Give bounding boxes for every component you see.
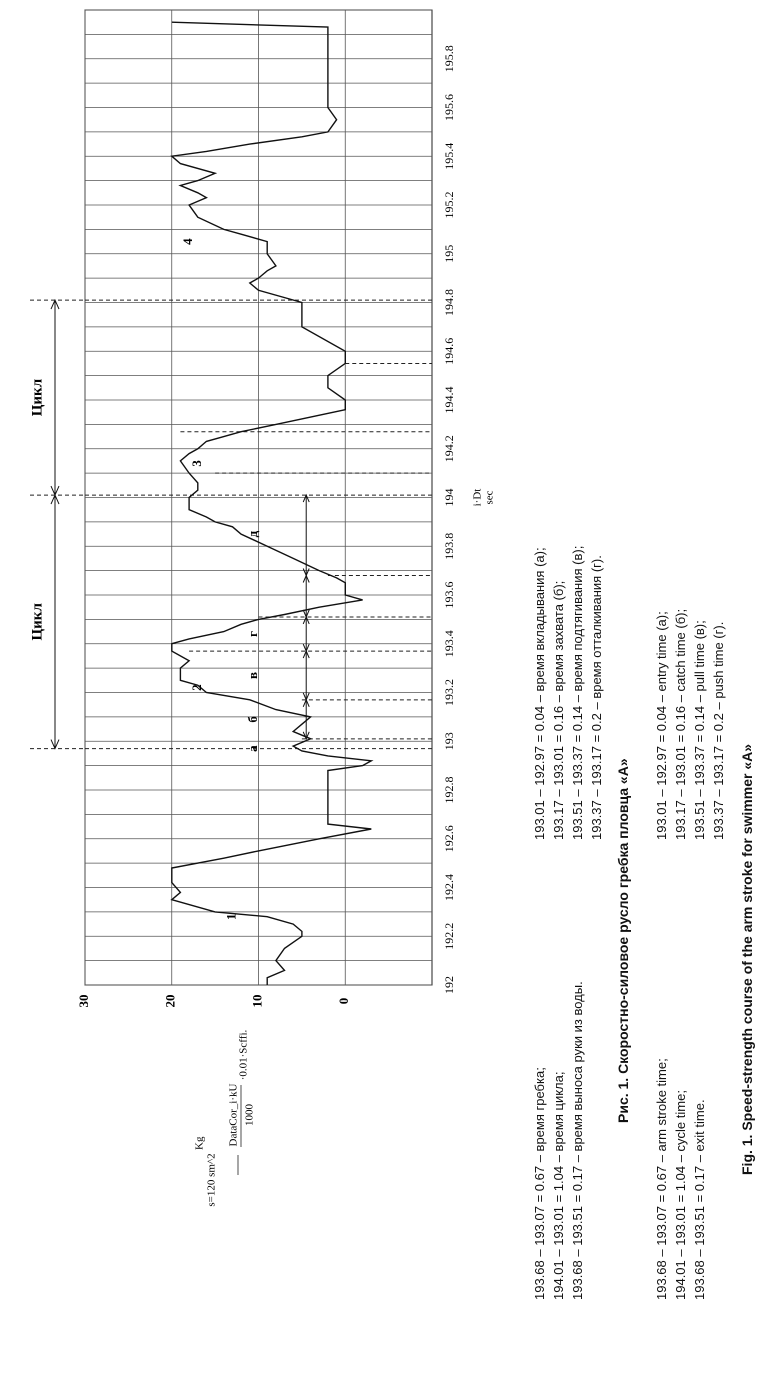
x-tick-label: 195: [441, 244, 456, 263]
caption-line: 194.01 – 193.01 = 1.04 – время цикла;: [551, 1071, 566, 1300]
caption-line: 193.51 – 193.37 = 0.14 – время подтягивания (в);: [570, 545, 585, 840]
x-tick-label: 195.4: [441, 142, 456, 170]
x-tick-label: 195.2: [441, 191, 456, 219]
x-tick-label: 193.2: [441, 679, 456, 706]
x-tick-label: 194.8: [441, 289, 456, 316]
phase-label: г: [245, 631, 261, 637]
caption-en-title: Fig. 1. Speed-strength course of the arm stroke for swimmer «A»: [739, 744, 755, 1175]
caption-line: 193.68 – 193.51 = 0.17 – время выноса руки из воды.: [570, 981, 585, 1300]
stroke-number-label: 1: [223, 913, 239, 920]
y-axis-suffix: ·0.01·Scffi.: [237, 1029, 250, 1081]
x-tick-label: 192.6: [441, 825, 456, 853]
x-tick-label: 192.4: [441, 874, 456, 901]
caption-line: 193.68 – 193.07 = 0.67 – время гребка;: [532, 1067, 547, 1300]
x-tick-label: 192.2: [441, 922, 456, 950]
y-axis-kg: Kg: [193, 1136, 206, 1150]
caption-ru-title: Рис. 1. Скоростно-силовое русло гребка пловца «А»: [615, 758, 631, 1123]
y-tick-label: 0: [336, 997, 352, 1005]
y-axis-units: s=120 sm^2: [205, 1153, 218, 1207]
caption-line: 194.01 – 193.01 = 1.04 – cycle time;: [673, 1090, 688, 1300]
stroke-number-label: 4: [180, 238, 196, 245]
x-tick-label: 195.6: [441, 94, 456, 121]
caption-line: 193.37 – 193.17 = 0.2 – push time (г).: [711, 621, 726, 840]
phase-label: б: [245, 716, 261, 723]
caption-line: 193.17 – 193.01 = 0.16 – время захвата (б);: [551, 580, 566, 840]
stroke-number-label: 2: [188, 684, 204, 691]
cycle-label: Цикл: [29, 603, 46, 641]
y-tick-label: 10: [249, 994, 265, 1008]
y-tick-label: 20: [162, 994, 178, 1008]
x-tick-label: 192: [441, 976, 456, 994]
y-axis-denominator: 1000: [243, 1104, 256, 1126]
caption-line: 193.37 – 193.17 = 0.2 – время отталкивания (г).: [589, 555, 604, 840]
phase-label: д: [245, 530, 261, 538]
x-tick-label: 193.6: [441, 581, 456, 609]
x-tick-label: 194.6: [441, 337, 456, 365]
x-axis-unit: sec: [483, 490, 496, 505]
x-tick-label: 193.8: [441, 532, 456, 560]
x-tick-label: 194: [441, 488, 456, 507]
phase-label: в: [245, 671, 261, 679]
x-tick-label: 192.8: [441, 776, 456, 804]
caption-line: 193.68 – 193.07 = 0.67 – arm stroke time;: [654, 1058, 669, 1300]
x-tick-label: 194.4: [441, 386, 456, 414]
y-axis-numerator: DataCor_i·kU: [227, 1083, 240, 1147]
stroke-number-label: 3: [188, 460, 204, 467]
caption-line: 193.51 – 193.37 = 0.14 – pull time (в);: [692, 620, 707, 840]
y-tick-label: 30: [75, 994, 91, 1008]
caption-line: 193.17 – 193.01 = 0.16 – catch time (б);: [673, 608, 688, 840]
x-axis-label: i·Dt: [471, 488, 484, 507]
phase-label: а: [245, 745, 261, 752]
x-tick-label: 194.2: [441, 435, 456, 463]
caption-line: 193.01 – 192.97 = 0.04 – время вкладывания (а);: [532, 547, 547, 840]
x-tick-label: 193: [441, 732, 456, 751]
x-tick-label: 195.8: [441, 45, 456, 73]
series-line: [172, 22, 371, 985]
cycle-label: Цикл: [29, 378, 46, 417]
caption-line: 193.01 – 192.97 = 0.04 – entry time (а);: [654, 611, 669, 840]
x-tick-label: 193.4: [441, 630, 456, 658]
caption-line: 193.68 – 193.51 = 0.17 – exit time.: [692, 1099, 707, 1300]
